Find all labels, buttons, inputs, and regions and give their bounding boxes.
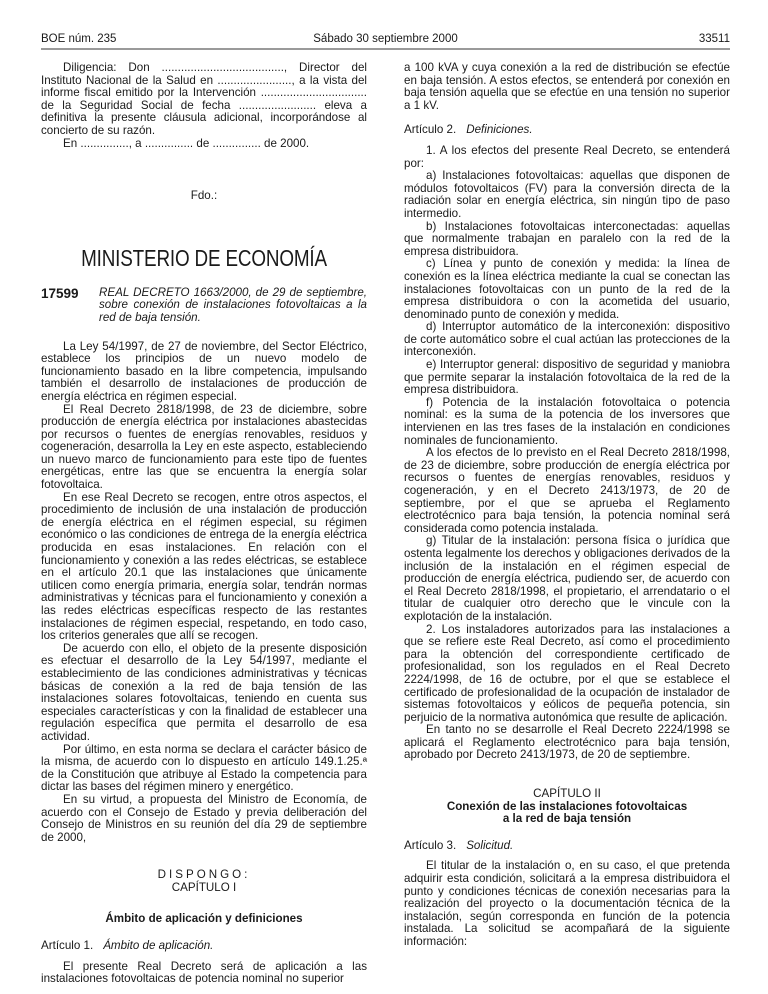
body-paragraph: En su virtud, a propuesta del Ministro de Economía, de acuerdo con el Consejo de Estado y previa deliberación del Consejo de Ministros en su reunión del día 29 de septiembre de 2000, [41,792,367,844]
diligencia-paragraph: Diligencia: Don ......................................, Director del Instituto Nacional de la Salud en ......................., a la vista del informe fiscal emitido por la Intervención ................................. de la Seguridad Social de fecha ........................ eleva a definitiva la presente cláusula adicional, incorporándose al concierto de su razón. [41,61,367,137]
body-paragraph: g) Titular de la instalación: persona física o jurídica que ostenta legalmente los derechos y obligaciones derivados de la inclusión de la instalación en el régimen especial de producción de energía eléctrica, pudiendo ser, de acuerdo con el Real Decreto 2818/1998, el propietario, el arrendatario o el titular de cualquier otro derecho que le vincule con la explotación de la instalación. [404,534,730,623]
article-heading [404,124,730,137]
body-paragraph: De acuerdo con ello, el objeto de la presente disposición es efectuar el desarrollo de la Ley 54/1997, mediante el establecimiento de las condiciones administrativas y técnicas básicas de conexión a la red de baja tensión de las instalaciones solares fotovoltaicas, teniendo en cuenta sus especiales características y con la finalidad de establecer una regulación específica que permita el desarrollo de esa actividad. [41,641,367,743]
ministry-heading: MINISTERIO DE ECONOMÍA [81,244,327,271]
article-heading [41,940,367,953]
bulletin-number: BOE núm. 235 [41,33,117,45]
article-number: Artículo 1. [41,939,94,953]
body-paragraph: c) Línea y punto de conexión y medida: la línea de conexión es la línea eléctrica mediante la cual se conectan las instalaciones fotovoltaicas con un punto de la red de la empresa distribuidora o con la acometida del usuario, denominado punto de conexión y medida. [404,257,730,321]
left-column [41,62,367,986]
decree-header [41,287,367,325]
body-paragraph: a 100 kVA y cuya conexión a la red de distribución se efectúe en baja tensión. A estos efectos, se entenderá por conexión en baja tensión aquella que se efectúe en una tensión no superior a 1 kV. [404,61,730,112]
body-paragraph: En tanto no se desarrolle el Real Decreto 2224/1998 se aplicará el Reglamento electrotécnico para baja tensión, aprobado por Decreto 2413/1973, de 20 de septiembre. [404,723,730,762]
publication-date: Sábado 30 septiembre 2000 [313,33,458,45]
right-column [404,62,730,949]
chapter-title-line: Conexión de las instalaciones fotovoltaicas [446,799,688,813]
page-number: 33511 [698,33,730,45]
body-paragraph: Por último, en esta norma se declara el carácter básico de la misma, de acuerdo con lo dispuesto en artículo 149.1.25.ª de la Constitución que atribuye al Estado la competencia para dictar las bases del régimen minero y energético. [41,742,367,794]
body-paragraph: f) Potencia de la instalación fotovoltaica o potencia nominal: es la suma de la potencia de los inversores que intervienen en las tres fases de la instalación en condiciones nominales de funcionamiento. [404,395,730,447]
signature-label: Fdo.: [190,189,218,203]
article-name: Definiciones. [466,123,533,137]
decree-number: 17599 [41,285,79,301]
chapter-label: CAPÍTULO II [533,787,601,801]
article-name: Solicitud. [466,838,514,852]
article-name: Ámbito de aplicación. [103,939,214,953]
body-paragraph: El Real Decreto 2818/1998, de 23 de diciembre, sobre producción de energía eléctrica por instalaciones abastecidas por recursos o fuentes de energías renovables, residuos y cogeneración, desarrolla la Ley en este aspecto, estableciendo un nuevo marco de funcionamiento para este tipo de fuentes energéticas, entre las que se encuentra la energía solar fotovoltaica. [41,402,367,492]
decree-title: REAL DECRETO 1663/2000, de 29 de septiembre, sobre conexión de instalaciones fotovoltaicas a la red de baja tensión. [99,285,367,324]
body-paragraph: En ese Real Decreto se recogen, entre otros aspectos, el procedimiento de inclusión de una instalación de producción de energía eléctrica en el régimen especial, su régimen económico o las condiciones de entrega de la energía eléctrica producida en esas instalaciones. En relación con el funcionamiento y conexión a las redes eléctricas, se establece en el artículo 20.1 que las instalaciones que únicamente utilicen como energía primaria, energía solar, tendrán normas administrativas y técnicas para el funcionamiento y conexión a las redes eléctricas específicas respecto de las restantes instalaciones de régimen especial, respetando, en todo caso, los criterios generales que allí se recogen. [41,490,367,643]
body-paragraph: El titular de la instalación o, en su caso, el que pretenda adquirir esta condición, solicitará a la empresa distribuidora el punto y condiciones técnicas de conexión necesarias para la realización del proyecto o la documentación técnica de la instalación, según corresponda en función de la potencia instalada. La solicitud se acompañará de la siguiente información: [404,859,730,948]
body-paragraph: 1. A los efectos del presente Real Decreto, se entenderá por: [404,143,730,170]
article-number: Artículo 2. [404,123,457,137]
body-paragraph: 2. Los instaladores autorizados para las instalaciones a que se refiere este Real Decreto, así como el procedimiento para la obtención del correspondiente certificado de profesionalidad, son los regulados en el Real Decreto 2224/1998, de 16 de octubre, por el que se establece el certificado de profesionalidad de la ocupación de instalador de sistemas fotovoltaicos y eólicos de pequeña potencia, sin perjuicio de la normativa autonómica que resulte de aplicación. [404,622,730,724]
body-paragraph: La Ley 54/1997, de 27 de noviembre, del Sector Eléctrico, establece los principios de un nuevo modelo de funcionamiento basado en la libre competencia, impulsando también el desarrollo de instalaciones de producción de energía eléctrica en régimen especial. [41,339,367,403]
date-line: En ..............., a ............... de ............... de 2000. [63,136,310,150]
body-paragraph: e) Interruptor general: dispositivo de seguridad y maniobra que permite separar la instalación fotovoltaica de la red de la empresa distribuidora. [404,358,730,397]
body-paragraph: a) Instalaciones fotovoltaicas: aquellas que disponen de módulos fotovoltaicos (FV) para la conversión directa de la radiación solar en energía eléctrica, sin ningún tipo de paso intermedio. [404,169,730,220]
body-paragraph: d) Interruptor automático de la interconexión: dispositivo de corte automático sobre el cual actúan las protecciones de la interconexión. [404,320,730,359]
chapter-label: CAPÍTULO I [171,880,237,894]
body-paragraph: b) Instalaciones fotovoltaicas interconectadas: aquellas que normalmente trabajan en paralelo con la red de la empresa distribuidora. [404,219,730,258]
chapter-title-line: a la red de baja tensión [502,812,632,826]
body-paragraph: A los efectos de lo previsto en el Real Decreto 2818/1998, de 23 de diciembre, sobre producción de energía eléctrica por recursos o fuentes de energías renovables, residuos y cogeneración, y en el Decreto 2413/1973, de 20 de septiembre, por el que se aprueba el Reglamento electrotécnico para baja tensión, la potencia nominal será considerada como potencia instalada. [404,446,730,535]
article-number: Artículo 3. [404,838,457,852]
chapter-title: Ámbito de aplicación y definiciones [105,912,303,926]
dispongo-heading: DISPONGO: [157,868,251,882]
page-header [41,34,730,50]
article-heading [404,840,730,853]
body-paragraph: El presente Real Decreto será de aplicación a las instalaciones fotovoltaicas de potencia nominal no superior [41,959,367,986]
